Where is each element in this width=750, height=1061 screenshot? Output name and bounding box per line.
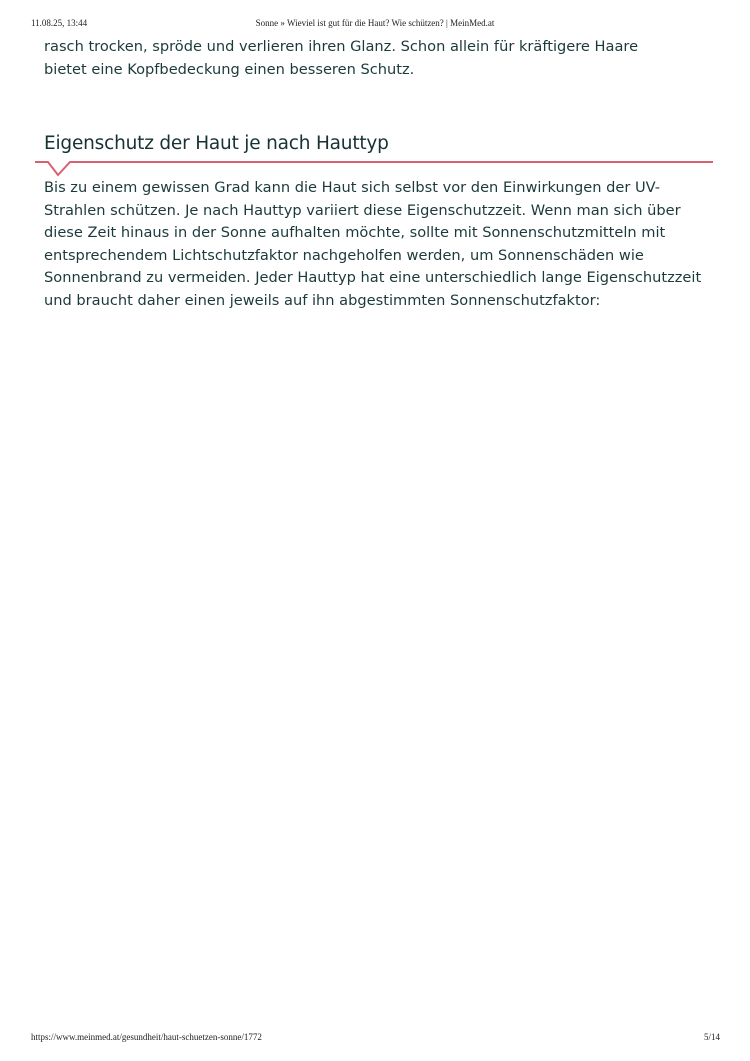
intro-paragraph: rasch trocken, spröde und verlieren ihren Glanz. Schon allein für kräftigere Haare bietet eine Kopfbedeckung einen besseren Schutz. — [44, 38, 639, 78]
intro-paragraph-container — [44, 36, 724, 81]
print-page-title: Sonne » Wieviel ist gut für die Haut? Wie schützen? | MeinMed.at — [255, 18, 495, 28]
print-footer — [0, 1032, 750, 1046]
print-url: https://www.meinmed.at/gesundheit/haut-schuetzen-sonne/1772 — [31, 1032, 262, 1042]
print-datetime: 11.08.25, 13:44 — [31, 18, 88, 28]
section-paragraph-container — [44, 177, 724, 313]
page-number: 5/14 — [703, 1032, 720, 1042]
section-paragraph: Bis zu einem gewissen Grad kann die Haut sich selbst vor den Einwirkungen der UV-Strahlen schützen. Je nach Hauttyp variiert diese Eigenschutzzeit. Wenn man sich über diese Zeit hinaus in der Sonne aufhalten möchte, sollte mit Sonnenschutzmitteln mit entsprechendem Lichtschutzfaktor nachgeholfen werden, um Sonnenschäden wie Sonnenbrand zu vermeiden. Jeder Hauttyp hat eine unterschiedlich lange Eigenschutzzeit und braucht daher einen jeweils auf ihn abgestimmten Sonnenschutzfaktor: — [44, 179, 702, 309]
print-header — [0, 18, 750, 32]
section-heading: Eigenschutz der Haut je nach Hauttyp — [44, 133, 389, 154]
